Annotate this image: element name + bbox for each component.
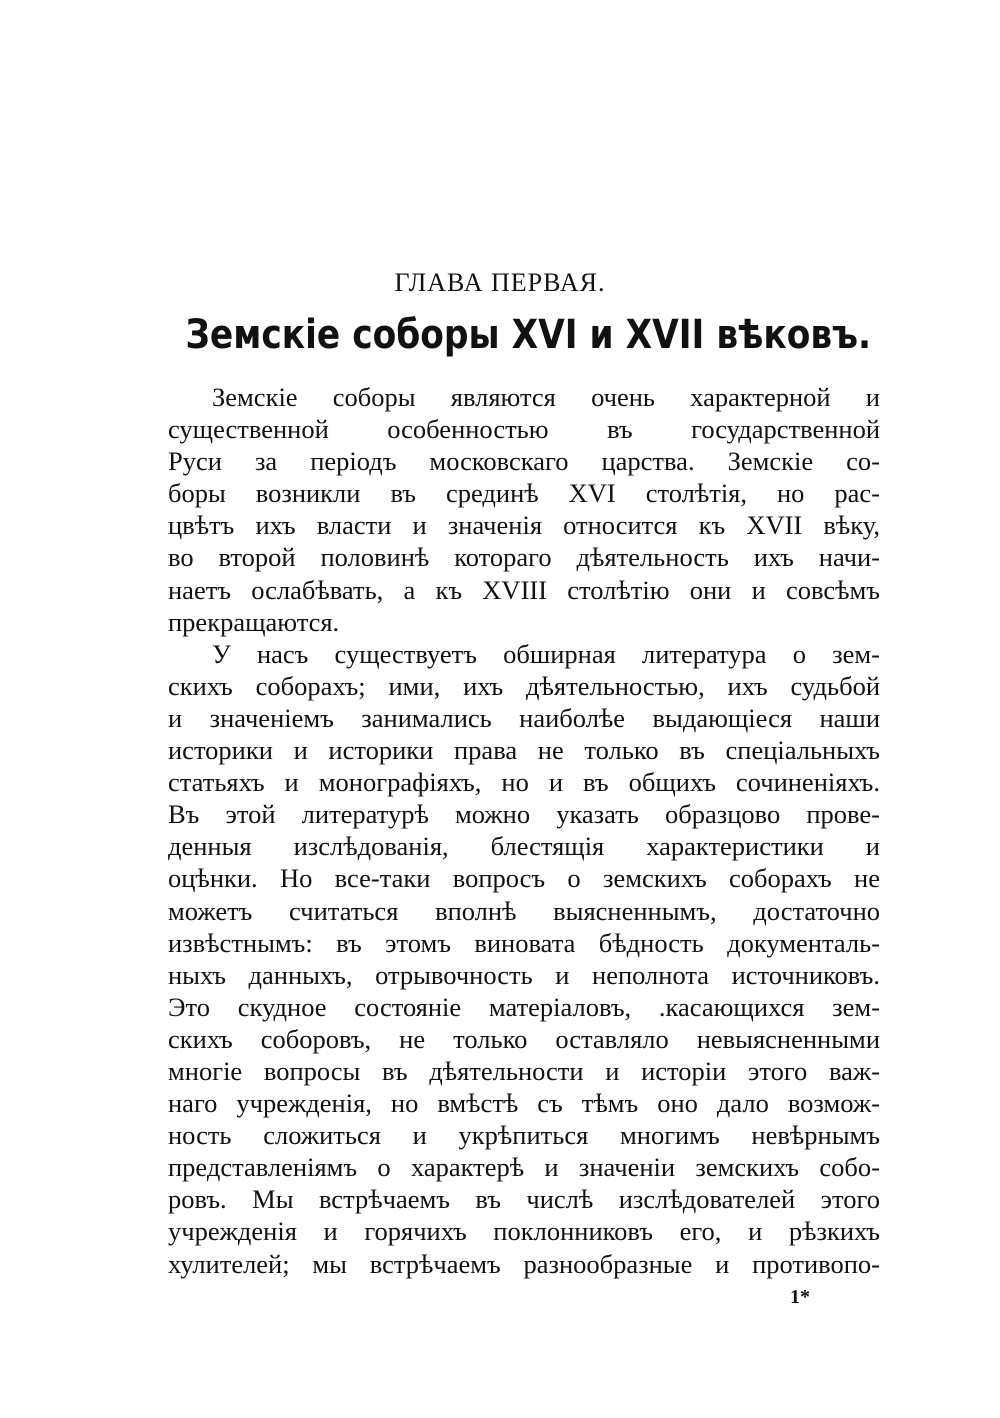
text-line: учрежденiя и горячихъ поклонниковъ его, и рѣзкихъ [168,1216,880,1247]
text-line: хулителей; мы встрѣчаемъ разнообразные и противопо- [168,1248,880,1279]
signature-mark: 1* [790,1286,810,1308]
text-line: историки и историки права не только въ спецiальныхъ [168,735,880,766]
text-line: Руси за перiодъ московскаго царства. Земскiе со- [168,446,880,477]
text-line: многiе вопросы въ дѣятельности и исторiи этого важ- [168,1055,880,1086]
text-line: извѣстнымъ: въ этомъ виновата бѣдность документаль- [168,927,880,958]
text-line: Это скудное состоянiе матерiаловъ, .касающихся зем- [168,991,880,1022]
paragraph-2 [168,638,880,1280]
text-line: Въ этой литературѣ можно указать образцово прове- [168,799,880,830]
text-line: наетъ ослабѣвать, а къ XVIII столѣтiю они и совсѣмъ [168,574,880,605]
text-line: скихъ соборовъ, не только оставляло невыясненными [168,1023,880,1054]
text-line: во второй половинѣ котораго дѣятельность ихъ начи- [168,542,880,573]
body-text [168,381,880,1280]
text-line: оцѣнки. Но все-таки вопросъ о земскихъ соборахъ не [168,863,880,894]
text-line: можетъ считаться вполнѣ выясненнымъ, достаточно [168,895,880,926]
text-line: У насъ существуетъ обширная литература о зем- [212,638,880,669]
text-line: статьяхъ и монографiяхъ, но и въ общихъ сочиненiяхъ. [168,767,880,798]
text-line: денныя изслѣдованiя, блестящiя характеристики и [168,831,880,862]
text-line: ровъ. Мы встрѣчаемъ въ числѣ изслѣдователей этого [168,1184,880,1215]
text-line: боры возникли въ срединѣ XVI столѣтiя, но рас- [168,478,880,509]
chapter-title: Земскiе соборы XVI и XVII вѣковъ. [185,312,872,358]
text-line: прекращаются. [168,606,340,637]
text-line: и значенiемъ занимались наиболѣе выдающiеся наши [168,702,880,733]
text-line: наго учрежденiя, но вмѣстѣ съ тѣмъ оно дало возмож- [168,1088,880,1119]
text-line: ныхъ данныхъ, отрывочность и неполнота источниковъ. [168,959,880,990]
text-line: ность сложиться и укрѣпиться многимъ невѣрнымъ [168,1120,880,1151]
text-line: цвѣтъ ихъ власти и значенiя относится къ XVII вѣку, [168,510,880,541]
text-line: существенной особенностью въ государственной [168,414,880,445]
text-line: скихъ соборахъ; ими, ихъ дѣятельностью, ихъ судьбой [168,670,880,701]
text-line: Земскiе соборы являются очень характерной и [212,382,880,412]
text-line: представленiямъ о характерѣ и значенiи земскихъ собо- [168,1152,880,1183]
paragraph-1 [168,381,880,638]
chapter-label: ГЛАВА ПЕРВАЯ. [394,268,606,297]
